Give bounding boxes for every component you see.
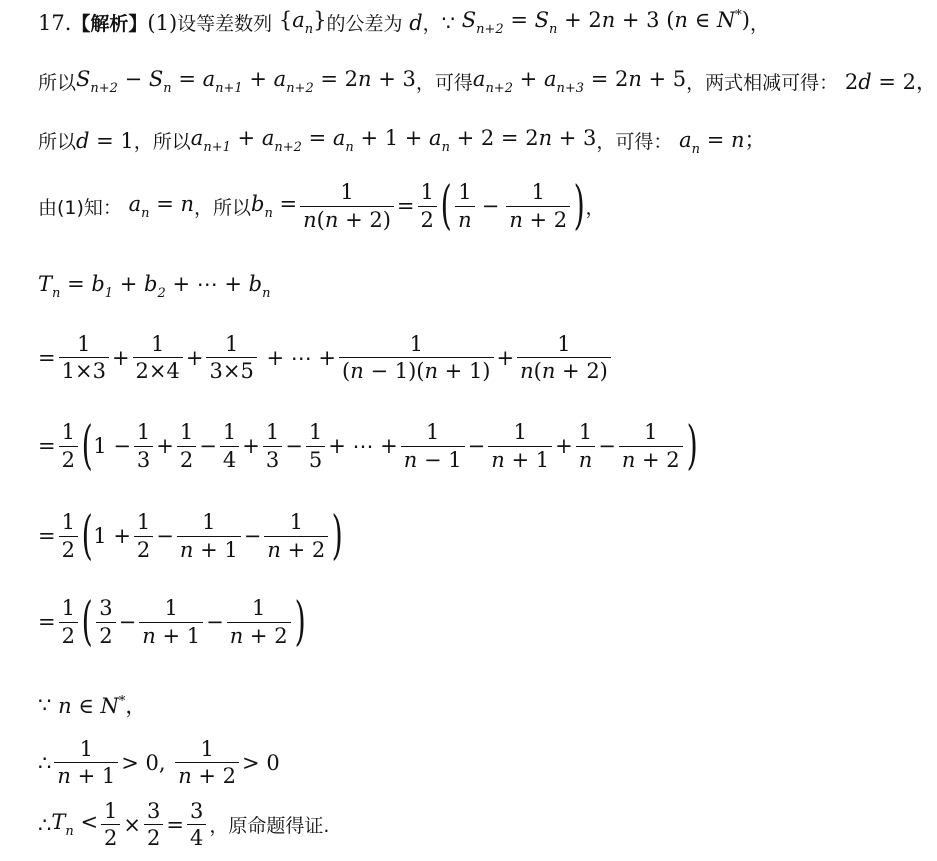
problem-number: 17. <box>38 10 72 35</box>
therefore-symbol: ∴ <box>38 750 52 775</box>
line4-text-b: ，所以 <box>194 196 252 219</box>
because-symbol: ∵ <box>441 10 456 35</box>
line2-text-c: ，两式相减可得： <box>686 71 839 94</box>
line-3: 所以 d = 1 ，所以 $a_{n+1} + a_{n+2} = a_n + 1 + a_n + 2 = 2n + 3$ ，可得： $a_n = n$； <box>38 126 766 157</box>
line2-text-a: 所以 <box>38 71 77 94</box>
line-4: 由(1)知： $a_n = n$ ，所以 $b_n$ = $\frac{1}{n(n + 2)}$ = $\frac{1}{2}$ ( $\frac{1}{n}$ − $\frac{1}{n + 2}$ ) ， <box>38 176 605 236</box>
line1-text-a: 设等差数列 <box>177 13 273 35</box>
line-6: = $\frac{1}{1\times 3}$ + $\frac{1}{2\times 4}$ + $\frac{1}{3\times 5}$ + ⋯ + $\frac{1}{(n - 1)(n + 1)}$ + $\frac{1}{n(n + 2)}$ <box>38 333 614 382</box>
part1-label: (1) <box>147 10 178 35</box>
line-1: 17. 【解析】 (1) 设等差数列 $\{a_n\}$ 的公差为 d ， ∵ $S_{n+2} = S_n + 2n + 3$ (n ∈ N*) ， <box>38 8 769 37</box>
line1-text-b: 的公差为 <box>326 13 403 35</box>
line3-text-b: ，所以 <box>133 131 191 153</box>
line4-text-a: 由(1)知： <box>38 196 122 219</box>
line-8: = $\frac{1}{2}$ ( 1 + $\frac{1}{2}$ − $\frac{1}{n + 1}$ − $\frac{1}{n + 2}$ ) <box>38 506 343 566</box>
line-2: 所以 $S_{n+2} - S_n = a_{n+1} + a_{n+2} = 2n + 3$ ，可得 $a_{n+2} + a_{n+3} = 2n + 5$ ，两式相减可得： 2d = 2， <box>38 66 937 96</box>
conclusion-text: 原命题得证. <box>228 815 330 838</box>
line-5: $T_n = b_1 + b_2$ + ⋯ + $b_n$ <box>38 272 271 301</box>
line2-text-b: ，可得 <box>415 71 473 94</box>
line-9: = $\frac{1}{2}$ ( $\frac{3}{2}$ − $\frac{1}{n + 1}$ − $\frac{1}{n + 2}$ ) <box>38 592 306 652</box>
line-7: = $\frac{1}{2}$ ( 1 − $\frac{1}{3}$ + $\frac{1}{2}$ − $\frac{1}{4}$ + $\frac{1}{3}$ − $\frac{1}{5}$ + ⋯ + $\frac{1}{n - 1}$ − $\frac{1}{n + 1}$ + $\frac{1}{n}$ − $\frac{1}{n + 2}$ ) <box>38 416 698 476</box>
line3-text-c: ，可得： <box>596 131 673 153</box>
therefore-symbol-2: ∴ <box>38 812 52 837</box>
line-10: ∵ n ∈ N*， <box>38 693 147 718</box>
because-symbol-2: ∵ <box>38 693 52 717</box>
line-11: ∴ $\frac{1}{n + 1}$ > 0, $\frac{1}{n + 2}$ > 0 <box>38 737 280 789</box>
line3-text-a: 所以 <box>38 131 77 153</box>
line-12: ∴ $T_n$ < $\frac{1}{2}$ × $\frac{3}{2}$ = $\frac{3}{4}$ ， 原命题得证. <box>38 799 330 851</box>
analysis-tag: 【解析】 <box>71 13 148 35</box>
